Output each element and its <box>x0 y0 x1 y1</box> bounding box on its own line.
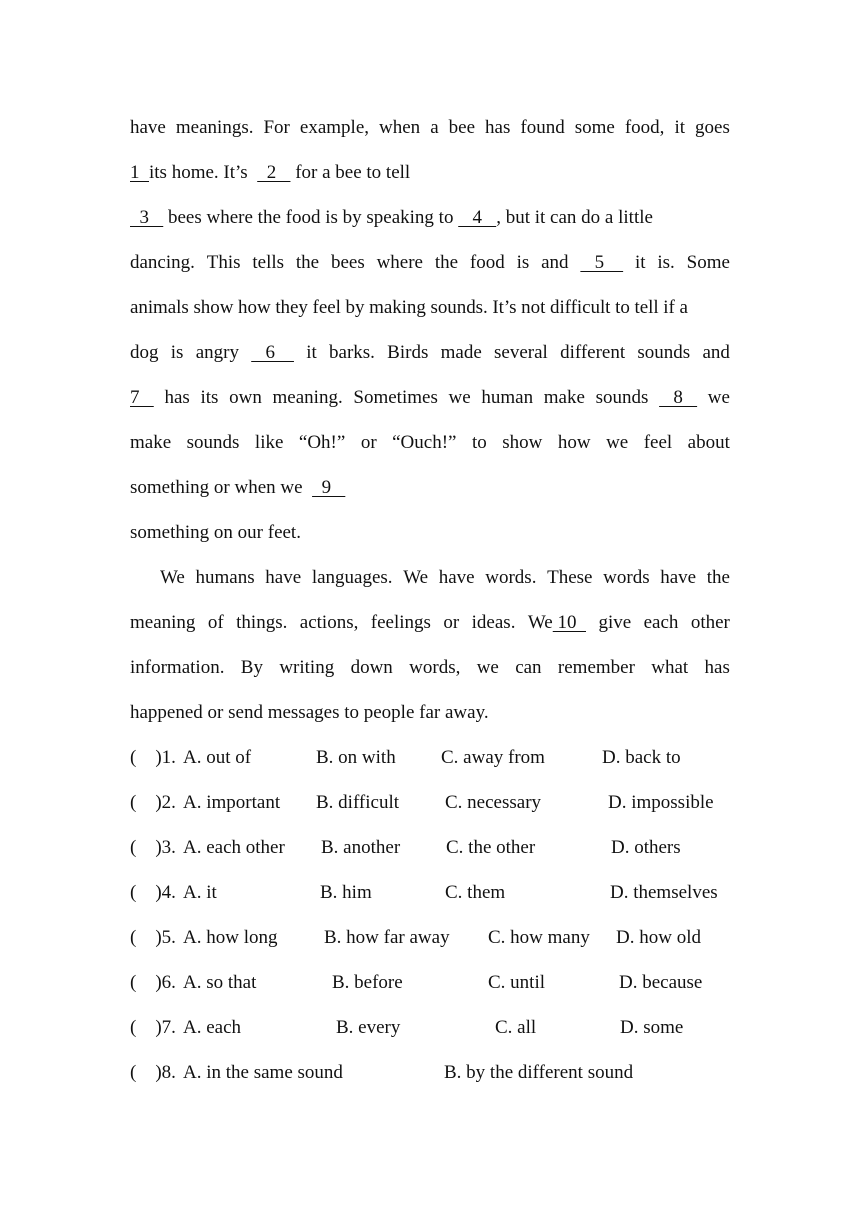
word: have <box>660 567 697 588</box>
word: the <box>295 252 320 273</box>
word: feelings <box>370 612 431 633</box>
word: about <box>687 432 730 453</box>
word: These <box>547 567 593 588</box>
word: make <box>543 387 585 408</box>
word: how <box>557 432 591 453</box>
word: words, <box>409 657 461 678</box>
word: feel <box>643 432 673 453</box>
option-a: A. out of <box>183 747 252 768</box>
word: We <box>160 567 185 588</box>
word: when <box>379 117 421 138</box>
text: its home. It’s <box>149 162 253 183</box>
word: we <box>606 432 629 453</box>
option-b: B. every <box>336 1017 401 1038</box>
word: of <box>207 612 224 633</box>
word: or <box>443 612 460 633</box>
word: give <box>598 612 632 633</box>
passage-line-10: something on our feet. <box>130 522 301 543</box>
word: tells <box>252 252 285 273</box>
blank-5[interactable]: 5 <box>580 252 624 273</box>
passage-line-7 <box>130 386 730 410</box>
answer-bracket[interactable]: ( )8. <box>130 1062 176 1083</box>
word: several <box>494 342 548 363</box>
word: like <box>254 432 284 453</box>
blank-2[interactable]: 2 <box>257 162 291 183</box>
word: words <box>603 567 650 588</box>
option-a: A. important <box>183 792 281 813</box>
text: for a bee to tell <box>290 162 411 183</box>
word: down <box>350 657 393 678</box>
option-c: C. them <box>445 882 506 903</box>
option-c: C. the other <box>446 837 536 858</box>
passage-line-12 <box>130 611 730 635</box>
passage-line-14: happened or send messages to people far away. <box>130 702 489 723</box>
option-c: C. away from <box>441 747 545 768</box>
blank-6[interactable]: 6 <box>251 342 294 363</box>
word: information. <box>130 657 225 678</box>
word: have <box>438 567 475 588</box>
word: bees <box>330 252 365 273</box>
text: something or when we <box>130 477 308 498</box>
word: the <box>434 252 459 273</box>
word: some <box>574 117 615 138</box>
word: is. <box>657 252 675 273</box>
word: where <box>376 252 423 273</box>
answer-bracket[interactable]: ( )6. <box>130 972 176 993</box>
word: angry <box>195 342 239 363</box>
option-a: A. how long <box>183 927 278 948</box>
word: dog <box>130 342 159 363</box>
passage-line-4 <box>130 251 730 275</box>
option-d: D. because <box>619 972 703 993</box>
word: have <box>265 567 302 588</box>
option-b: B. another <box>321 837 401 858</box>
word: food, <box>624 117 665 138</box>
answer-bracket[interactable]: ( )4. <box>130 882 176 903</box>
word: sounds <box>637 342 691 363</box>
option-c: C. necessary <box>445 792 542 813</box>
word: other <box>690 612 730 633</box>
word: dancing. <box>130 252 195 273</box>
blank-10[interactable]: 10 <box>552 612 586 633</box>
word: is <box>170 342 184 363</box>
word: languages. <box>311 567 393 588</box>
passage-line-1 <box>130 116 730 140</box>
option-c: C. all <box>495 1017 537 1038</box>
word: is <box>516 252 530 273</box>
word: each <box>643 612 679 633</box>
option-b: B. how far away <box>324 927 450 948</box>
word: its <box>200 387 219 408</box>
option-b: B. on with <box>316 747 396 768</box>
passage-line-3 <box>130 206 730 230</box>
option-a: A. it <box>183 882 217 903</box>
passage-line-11 <box>160 566 730 590</box>
word: has <box>485 117 511 138</box>
word: “Oh!” <box>298 432 346 453</box>
word: Some <box>686 252 730 273</box>
option-d: D. some <box>620 1017 684 1038</box>
option-b: B. before <box>332 972 403 993</box>
word: or <box>360 432 377 453</box>
text: bees where the food is by speaking to <box>163 207 459 228</box>
answer-bracket[interactable]: ( )5. <box>130 927 176 948</box>
blank-9[interactable]: 9 <box>312 477 346 498</box>
option-c: C. how many <box>488 927 590 948</box>
word: sounds <box>186 432 240 453</box>
word: show <box>502 432 543 453</box>
we-blank-group <box>528 611 586 635</box>
option-b: B. him <box>320 882 372 903</box>
option-d: D. impossible <box>608 792 714 813</box>
option-d: D. how old <box>616 927 701 948</box>
word: it <box>306 342 317 363</box>
answer-bracket[interactable]: ( )7. <box>130 1017 176 1038</box>
option-b: B. by the different sound <box>444 1062 634 1083</box>
passage-line-6 <box>130 341 730 365</box>
word: has <box>164 387 190 408</box>
blank-4[interactable]: 4 <box>458 207 497 228</box>
word: it <box>634 252 646 273</box>
word: have <box>130 117 166 138</box>
option-a: A. in the same sound <box>183 1062 343 1083</box>
word: the <box>706 567 730 588</box>
answer-bracket[interactable]: ( )3. <box>130 837 176 858</box>
option-b: B. difficult <box>316 792 400 813</box>
word: own <box>229 387 262 408</box>
word: can <box>515 657 542 678</box>
word: actions, <box>299 612 359 633</box>
word: we <box>476 657 499 678</box>
word: it <box>674 117 686 138</box>
option-c: C. until <box>488 972 546 993</box>
word: sounds <box>595 387 649 408</box>
option-d: D. others <box>611 837 681 858</box>
word: remember <box>557 657 635 678</box>
option-a: A. so that <box>183 972 257 993</box>
word: This <box>206 252 241 273</box>
text: , but it can do a little <box>496 207 653 228</box>
word: a <box>430 117 439 138</box>
word: we <box>707 387 730 408</box>
word: goes <box>695 117 730 138</box>
word: and <box>541 252 569 273</box>
word: “Ouch!” <box>392 432 457 453</box>
word: we <box>448 387 471 408</box>
word: humans <box>195 567 255 588</box>
passage-line-5: animals show how they feel by making sounds. It’s not difficult to tell if a <box>130 297 688 318</box>
word: meaning <box>130 612 196 633</box>
word: Birds <box>387 342 429 363</box>
word: words. <box>485 567 537 588</box>
word: has <box>704 657 730 678</box>
word: By <box>240 657 263 678</box>
option-a: A. each <box>183 1017 242 1038</box>
option-d: D. back to <box>602 747 681 768</box>
passage-line-9 <box>130 476 730 500</box>
word: meaning. <box>272 387 343 408</box>
word: We <box>403 567 429 588</box>
word: For <box>263 117 290 138</box>
word: human <box>481 387 534 408</box>
blank-8[interactable]: 8 <box>659 387 698 408</box>
word: We <box>527 612 553 633</box>
blank-1[interactable]: 1 <box>130 162 149 183</box>
answer-bracket[interactable]: ( )2. <box>130 792 176 813</box>
word: ideas. <box>471 612 516 633</box>
option-d: D. themselves <box>610 882 718 903</box>
passage-line-13 <box>130 656 730 680</box>
word: and <box>702 342 730 363</box>
passage-line-2 <box>130 161 730 185</box>
word: Sometimes <box>353 387 438 408</box>
word: meanings. <box>175 117 254 138</box>
word: example, <box>299 117 370 138</box>
answer-bracket[interactable]: ( )1. <box>130 747 176 768</box>
word: bee <box>448 117 476 138</box>
word: made <box>440 342 482 363</box>
word: make <box>130 432 172 453</box>
option-a: A. each other <box>183 837 285 858</box>
word: what <box>651 657 689 678</box>
blank-3[interactable]: 3 <box>130 207 164 228</box>
word: writing <box>279 657 335 678</box>
word: food <box>469 252 505 273</box>
word: different <box>560 342 626 363</box>
word: found <box>520 117 565 138</box>
blank-7[interactable]: 7 <box>130 387 154 408</box>
word: barks. <box>329 342 375 363</box>
passage-line-8 <box>130 431 730 455</box>
word: to <box>471 432 487 453</box>
word: things. <box>236 612 288 633</box>
